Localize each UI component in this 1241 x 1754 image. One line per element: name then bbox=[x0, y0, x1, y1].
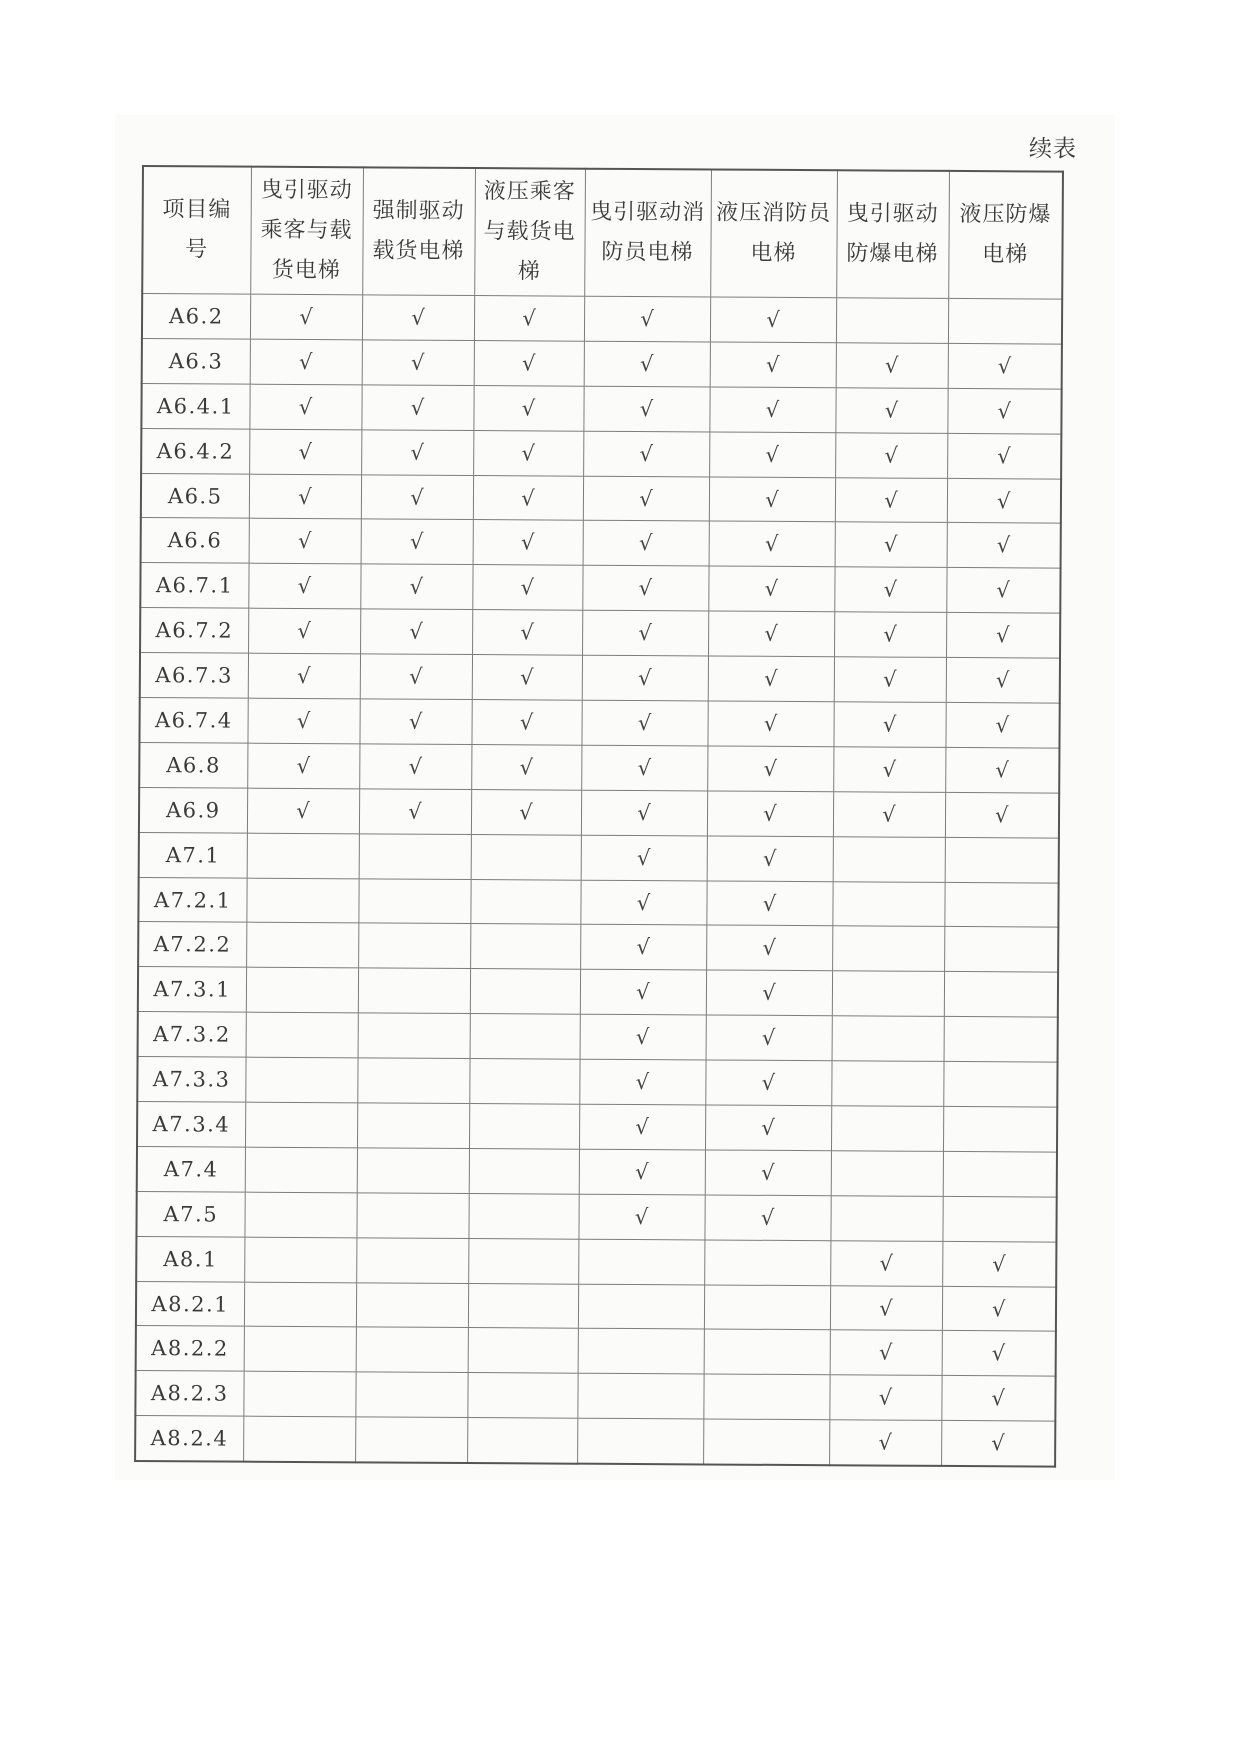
empty-cell bbox=[944, 972, 1058, 1018]
empty-cell bbox=[832, 1016, 944, 1062]
check-mark-cell: √ bbox=[249, 474, 361, 520]
check-mark-cell: √ bbox=[946, 613, 1060, 659]
item-number-cell: A6.4.2 bbox=[141, 428, 249, 474]
item-number-cell: A7.3.1 bbox=[138, 967, 246, 1013]
empty-cell bbox=[577, 1374, 703, 1420]
empty-cell bbox=[944, 882, 1058, 928]
empty-cell bbox=[468, 1238, 578, 1284]
empty-cell bbox=[357, 1148, 469, 1194]
check-mark-cell: √ bbox=[359, 789, 471, 835]
empty-cell bbox=[244, 1192, 356, 1238]
header-hydraulic-firefighter: 液压消防员电梯 bbox=[710, 169, 837, 297]
check-mark-cell: √ bbox=[830, 1240, 942, 1286]
check-mark-cell: √ bbox=[359, 699, 471, 745]
table-row bbox=[142, 338, 1062, 389]
check-mark-cell: √ bbox=[945, 792, 1059, 838]
elevator-inspection-items-table bbox=[134, 165, 1064, 1468]
check-mark-cell: √ bbox=[835, 388, 947, 434]
check-mark-cell: √ bbox=[829, 1375, 941, 1421]
item-number-cell: A6.2 bbox=[142, 294, 250, 340]
check-mark-cell: √ bbox=[947, 523, 1061, 569]
check-mark-cell: √ bbox=[947, 388, 1061, 434]
check-mark-cell: √ bbox=[249, 429, 361, 475]
empty-cell bbox=[246, 1012, 358, 1058]
table-row bbox=[141, 428, 1061, 479]
empty-cell bbox=[245, 1102, 357, 1148]
check-mark-cell: √ bbox=[362, 340, 474, 386]
header-item-number: 项目编号 bbox=[142, 166, 251, 294]
check-mark-cell: √ bbox=[947, 478, 1061, 524]
check-mark-cell: √ bbox=[472, 610, 582, 656]
check-mark-cell: √ bbox=[580, 970, 706, 1016]
item-number-cell: A8.2.4 bbox=[135, 1416, 243, 1462]
empty-cell bbox=[358, 968, 470, 1014]
table-row bbox=[139, 698, 1059, 749]
table-row bbox=[138, 967, 1058, 1018]
table-row bbox=[137, 1057, 1057, 1108]
empty-cell bbox=[831, 1106, 943, 1152]
item-number-cell: A8.2.2 bbox=[136, 1326, 244, 1372]
check-mark-cell: √ bbox=[942, 1286, 1056, 1332]
check-mark-cell: √ bbox=[707, 836, 833, 882]
empty-cell bbox=[356, 1282, 468, 1328]
empty-cell bbox=[358, 1013, 470, 1059]
check-mark-cell: √ bbox=[581, 745, 707, 791]
empty-cell bbox=[243, 1416, 355, 1462]
table-header-row bbox=[142, 166, 1063, 299]
empty-cell bbox=[358, 878, 470, 924]
check-mark-cell: √ bbox=[707, 746, 833, 792]
empty-cell bbox=[704, 1240, 830, 1286]
empty-cell bbox=[948, 298, 1062, 344]
empty-cell bbox=[247, 833, 359, 879]
check-mark-cell: √ bbox=[835, 477, 947, 523]
empty-cell bbox=[470, 879, 580, 925]
check-mark-cell: √ bbox=[941, 1421, 1055, 1467]
item-number-cell: A8.2.1 bbox=[136, 1281, 244, 1327]
empty-cell bbox=[356, 1193, 468, 1239]
item-number-cell: A6.4.1 bbox=[141, 383, 249, 429]
header-positive-drive-freight: 强制驱动载货电梯 bbox=[362, 167, 475, 295]
check-mark-cell: √ bbox=[248, 564, 360, 610]
empty-cell bbox=[245, 1147, 357, 1193]
item-number-cell: A6.5 bbox=[141, 473, 249, 519]
item-number-cell: A8.1 bbox=[136, 1236, 244, 1282]
check-mark-cell: √ bbox=[706, 1015, 832, 1061]
check-mark-cell: √ bbox=[247, 743, 359, 789]
table-row bbox=[137, 1146, 1057, 1197]
table-row bbox=[137, 1102, 1057, 1153]
check-mark-cell: √ bbox=[708, 656, 834, 702]
continued-table-label: 续表 bbox=[1029, 136, 1077, 162]
empty-cell bbox=[246, 968, 358, 1014]
check-mark-cell: √ bbox=[833, 702, 945, 748]
check-mark-cell: √ bbox=[578, 1194, 704, 1240]
empty-cell bbox=[943, 1151, 1057, 1197]
check-mark-cell: √ bbox=[248, 653, 360, 699]
check-mark-cell: √ bbox=[472, 565, 582, 611]
check-mark-cell: √ bbox=[584, 296, 710, 342]
check-mark-cell: √ bbox=[705, 1105, 831, 1151]
check-mark-cell: √ bbox=[360, 564, 472, 610]
check-mark-cell: √ bbox=[830, 1330, 942, 1376]
empty-cell bbox=[704, 1329, 830, 1375]
check-mark-cell: √ bbox=[247, 788, 359, 834]
check-mark-cell: √ bbox=[710, 297, 836, 343]
check-mark-cell: √ bbox=[945, 747, 1059, 793]
item-number-cell: A7.4 bbox=[137, 1146, 245, 1192]
check-mark-cell: √ bbox=[948, 343, 1062, 389]
item-number-cell: A6.7.1 bbox=[140, 563, 248, 609]
check-mark-cell: √ bbox=[473, 430, 583, 476]
check-mark-cell: √ bbox=[582, 566, 708, 612]
empty-cell bbox=[471, 834, 581, 880]
empty-cell bbox=[246, 878, 358, 924]
check-mark-cell: √ bbox=[710, 342, 836, 388]
empty-cell bbox=[578, 1329, 704, 1375]
header-hydraulic-passenger-freight: 液压乘客与载货电梯 bbox=[474, 168, 585, 296]
empty-cell bbox=[470, 924, 580, 970]
check-mark-cell: √ bbox=[833, 792, 945, 838]
item-number-cell: A7.5 bbox=[136, 1191, 244, 1237]
table-row bbox=[136, 1326, 1056, 1377]
empty-cell bbox=[468, 1328, 578, 1374]
check-mark-cell: √ bbox=[709, 387, 835, 433]
check-mark-cell: √ bbox=[583, 476, 709, 522]
table-row bbox=[139, 742, 1059, 793]
check-mark-cell: √ bbox=[706, 881, 832, 927]
check-mark-cell: √ bbox=[706, 925, 832, 971]
item-number-cell: A6.7.4 bbox=[139, 698, 247, 744]
empty-cell bbox=[945, 837, 1059, 883]
table-row bbox=[140, 653, 1060, 704]
item-number-cell: A6.7.2 bbox=[140, 608, 248, 654]
empty-cell bbox=[357, 1103, 469, 1149]
empty-cell bbox=[467, 1373, 577, 1419]
check-mark-cell: √ bbox=[946, 658, 1060, 704]
empty-cell bbox=[836, 298, 948, 344]
table-row bbox=[139, 787, 1059, 838]
check-mark-cell: √ bbox=[473, 385, 583, 431]
check-mark-cell: √ bbox=[580, 925, 706, 971]
table-row bbox=[140, 563, 1060, 614]
check-mark-cell: √ bbox=[473, 520, 583, 566]
empty-cell bbox=[356, 1238, 468, 1284]
empty-cell bbox=[832, 926, 944, 972]
check-mark-cell: √ bbox=[581, 835, 707, 881]
check-mark-cell: √ bbox=[579, 1104, 705, 1150]
check-mark-cell: √ bbox=[834, 657, 946, 703]
check-mark-cell: √ bbox=[707, 701, 833, 747]
check-mark-cell: √ bbox=[474, 340, 584, 386]
header-traction-explosion-proof: 曳引驱动防爆电梯 bbox=[836, 170, 949, 298]
empty-cell bbox=[578, 1284, 704, 1330]
check-mark-cell: √ bbox=[580, 1014, 706, 1060]
empty-cell bbox=[470, 969, 580, 1015]
item-number-cell: A8.2.3 bbox=[135, 1371, 243, 1417]
check-mark-cell: √ bbox=[829, 1420, 941, 1466]
empty-cell bbox=[704, 1285, 830, 1331]
empty-cell bbox=[832, 971, 944, 1017]
check-mark-cell: √ bbox=[708, 611, 834, 657]
item-number-cell: A6.9 bbox=[139, 787, 247, 833]
item-number-cell: A7.2.2 bbox=[138, 922, 246, 968]
check-mark-cell: √ bbox=[582, 655, 708, 701]
check-mark-cell: √ bbox=[473, 475, 583, 521]
table-body bbox=[135, 294, 1062, 1467]
empty-cell bbox=[578, 1239, 704, 1285]
check-mark-cell: √ bbox=[835, 432, 947, 478]
check-mark-cell: √ bbox=[836, 343, 948, 389]
table-row bbox=[138, 877, 1058, 928]
empty-cell bbox=[245, 1057, 357, 1103]
check-mark-cell: √ bbox=[706, 970, 832, 1016]
table-row bbox=[136, 1191, 1056, 1242]
empty-cell bbox=[468, 1193, 578, 1239]
check-mark-cell: √ bbox=[835, 522, 947, 568]
check-mark-cell: √ bbox=[583, 521, 709, 567]
empty-cell bbox=[469, 1148, 579, 1194]
check-mark-cell: √ bbox=[472, 655, 582, 701]
check-mark-cell: √ bbox=[250, 294, 362, 340]
item-number-cell: A6.3 bbox=[142, 338, 250, 384]
table-row bbox=[140, 608, 1060, 659]
empty-cell bbox=[943, 1062, 1057, 1108]
check-mark-cell: √ bbox=[583, 386, 709, 432]
check-mark-cell: √ bbox=[361, 519, 473, 565]
check-mark-cell: √ bbox=[579, 1149, 705, 1195]
check-mark-cell: √ bbox=[582, 610, 708, 656]
empty-cell bbox=[244, 1237, 356, 1283]
check-mark-cell: √ bbox=[581, 700, 707, 746]
check-mark-cell: √ bbox=[250, 339, 362, 385]
table-row bbox=[142, 294, 1062, 345]
check-mark-cell: √ bbox=[581, 790, 707, 836]
check-mark-cell: √ bbox=[360, 654, 472, 700]
check-mark-cell: √ bbox=[249, 519, 361, 565]
check-mark-cell: √ bbox=[361, 385, 473, 431]
empty-cell bbox=[944, 1017, 1058, 1063]
check-mark-cell: √ bbox=[471, 789, 581, 835]
check-mark-cell: √ bbox=[584, 341, 710, 387]
check-mark-cell: √ bbox=[247, 698, 359, 744]
empty-cell bbox=[355, 1417, 467, 1463]
check-mark-cell: √ bbox=[705, 1060, 831, 1106]
check-mark-cell: √ bbox=[474, 296, 584, 342]
check-mark-cell: √ bbox=[945, 702, 1059, 748]
empty-cell bbox=[469, 1104, 579, 1150]
header-traction-firefighter: 曳引驱动消防员电梯 bbox=[584, 169, 711, 297]
check-mark-cell: √ bbox=[834, 612, 946, 658]
item-number-cell: A7.2.1 bbox=[138, 877, 246, 923]
empty-cell bbox=[943, 1106, 1057, 1152]
table-row bbox=[141, 518, 1061, 569]
check-mark-cell: √ bbox=[833, 747, 945, 793]
check-mark-cell: √ bbox=[359, 744, 471, 790]
item-number-cell: A7.3.4 bbox=[137, 1102, 245, 1148]
empty-cell bbox=[357, 1058, 469, 1104]
table-row bbox=[135, 1371, 1055, 1422]
check-mark-cell: √ bbox=[707, 791, 833, 837]
check-mark-cell: √ bbox=[362, 295, 474, 341]
header-hydraulic-explosion-proof: 液压防爆电梯 bbox=[948, 171, 1063, 299]
check-mark-cell: √ bbox=[942, 1331, 1056, 1377]
empty-cell bbox=[468, 1283, 578, 1329]
empty-cell bbox=[577, 1418, 703, 1464]
check-mark-cell: √ bbox=[361, 430, 473, 476]
empty-cell bbox=[467, 1418, 577, 1464]
table-row bbox=[136, 1281, 1056, 1332]
check-mark-cell: √ bbox=[248, 608, 360, 654]
empty-cell bbox=[832, 881, 944, 927]
check-mark-cell: √ bbox=[709, 477, 835, 523]
empty-cell bbox=[470, 1014, 580, 1060]
check-mark-cell: √ bbox=[834, 567, 946, 613]
item-number-cell: A6.7.3 bbox=[140, 653, 248, 699]
empty-cell bbox=[356, 1327, 468, 1373]
empty-cell bbox=[944, 927, 1058, 973]
table-row bbox=[136, 1236, 1056, 1287]
check-mark-cell: √ bbox=[946, 568, 1060, 614]
check-mark-cell: √ bbox=[709, 521, 835, 567]
empty-cell bbox=[244, 1327, 356, 1373]
item-number-cell: A7.3.2 bbox=[138, 1012, 246, 1058]
empty-cell bbox=[469, 1059, 579, 1105]
empty-cell bbox=[703, 1374, 829, 1420]
empty-cell bbox=[355, 1372, 467, 1418]
check-mark-cell: √ bbox=[947, 433, 1061, 479]
empty-cell bbox=[359, 834, 471, 880]
item-number-cell: A7.1 bbox=[139, 832, 247, 878]
check-mark-cell: √ bbox=[249, 384, 361, 430]
table-row bbox=[138, 922, 1058, 973]
check-mark-cell: √ bbox=[705, 1150, 831, 1196]
empty-cell bbox=[244, 1282, 356, 1328]
check-mark-cell: √ bbox=[360, 609, 472, 655]
empty-cell bbox=[830, 1196, 942, 1242]
table-row bbox=[141, 383, 1061, 434]
check-mark-cell: √ bbox=[830, 1285, 942, 1331]
header-traction-passenger-freight: 曳引驱动乘客与载货电梯 bbox=[250, 167, 363, 295]
empty-cell bbox=[358, 923, 470, 969]
empty-cell bbox=[703, 1419, 829, 1465]
check-mark-cell: √ bbox=[361, 474, 473, 520]
empty-cell bbox=[833, 836, 945, 882]
check-mark-cell: √ bbox=[471, 700, 581, 746]
table-row bbox=[139, 832, 1059, 883]
table-row bbox=[141, 473, 1061, 524]
check-mark-cell: √ bbox=[942, 1241, 1056, 1287]
check-mark-cell: √ bbox=[704, 1195, 830, 1241]
check-mark-cell: √ bbox=[471, 744, 581, 790]
check-mark-cell: √ bbox=[580, 880, 706, 926]
item-number-cell: A7.3.3 bbox=[137, 1057, 245, 1103]
empty-cell bbox=[831, 1151, 943, 1197]
empty-cell bbox=[831, 1061, 943, 1107]
check-mark-cell: √ bbox=[941, 1376, 1055, 1422]
check-mark-cell: √ bbox=[579, 1059, 705, 1105]
empty-cell bbox=[243, 1372, 355, 1418]
table-row bbox=[138, 1012, 1058, 1063]
empty-cell bbox=[246, 923, 358, 969]
item-number-cell: A6.8 bbox=[139, 742, 247, 788]
check-mark-cell: √ bbox=[709, 432, 835, 478]
item-number-cell: A6.6 bbox=[141, 518, 249, 564]
check-mark-cell: √ bbox=[708, 566, 834, 612]
check-mark-cell: √ bbox=[583, 431, 709, 477]
table-row bbox=[135, 1416, 1055, 1467]
empty-cell bbox=[942, 1196, 1056, 1242]
